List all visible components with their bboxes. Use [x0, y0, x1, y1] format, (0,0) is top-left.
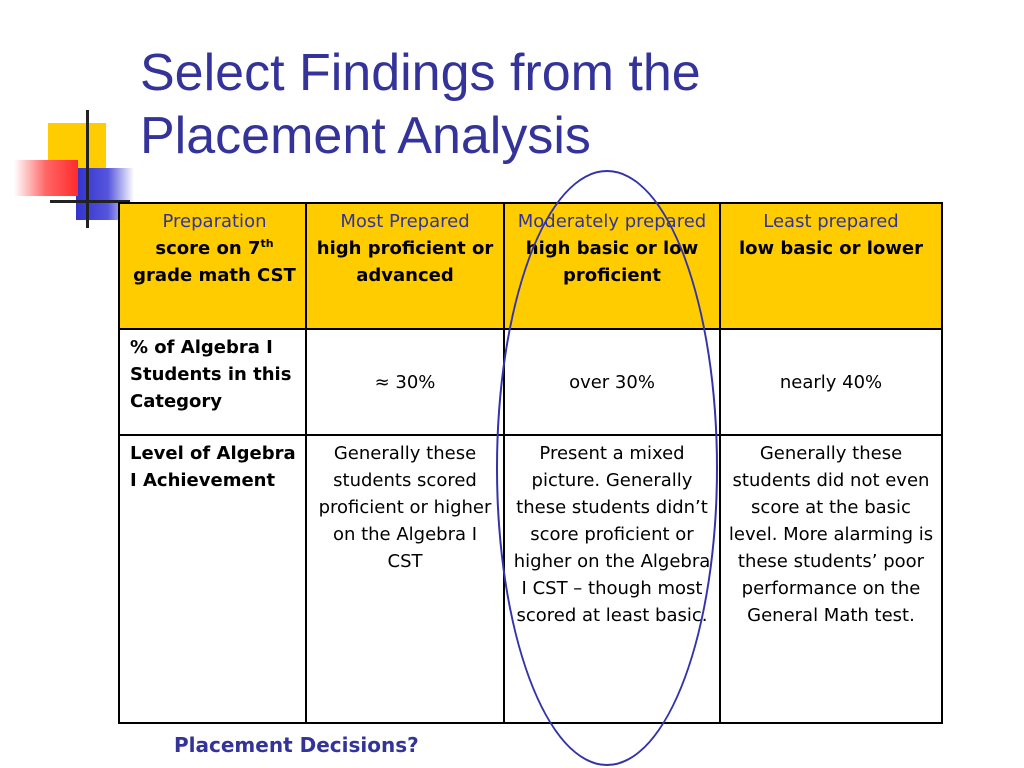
slide-title-line-1: Select Findings from the: [140, 44, 701, 102]
header-desc: high basic or low proficient: [525, 238, 699, 286]
cell-percent-most: ≈ 30%: [306, 329, 504, 435]
slide-title-line-2: Placement Analysis: [140, 107, 591, 165]
header-cell-most-prepared: [306, 203, 504, 329]
header-name: Least prepared: [763, 211, 899, 232]
cell-level-moderate: Present a mixed picture. Generally these students didn’t score proficient or higher on the Algebra I CST – though most scored at least basic.: [504, 435, 720, 723]
header-cell-moderately-prepared: [504, 203, 720, 329]
header-desc-text-end: grade math CST: [133, 265, 296, 286]
table-row-level: [119, 435, 942, 723]
decor-red-bar: [14, 160, 78, 196]
header-desc: [130, 235, 299, 289]
header-cell-preparation: [119, 203, 306, 329]
header-name: Preparation: [162, 211, 267, 232]
header-name: Most Prepared: [340, 211, 470, 232]
cell-level-most: Generally these students scored proficient or higher on the Algebra I CST: [306, 435, 504, 723]
header-desc-text: score on 7: [155, 238, 261, 259]
header-desc: high proficient or advanced: [316, 238, 494, 286]
header-desc-sup: th: [260, 237, 274, 250]
row-label: Level of Algebra I Achievement: [130, 443, 296, 491]
header-cell-least-prepared: [720, 203, 942, 329]
table-header-row: [119, 203, 942, 329]
row-label-percent: [119, 329, 306, 435]
slide-title: [140, 42, 701, 168]
cell-percent-moderate: over 30%: [504, 329, 720, 435]
cell-level-least: Generally these students did not even score at the basic level. More alarming is these students’ poor performance on the General Math test.: [720, 435, 942, 723]
row-label-level: [119, 435, 306, 723]
header-name: Moderately prepared: [517, 211, 707, 232]
table-row-percent: [119, 329, 942, 435]
header-desc: low basic or lower: [738, 238, 924, 259]
cell-percent-least: nearly 40%: [720, 329, 942, 435]
decor-vertical-line: [86, 110, 89, 228]
row-label: % of Algebra I Students in this Category: [130, 337, 292, 412]
footer-question: Placement Decisions?: [174, 733, 419, 757]
findings-table: [118, 202, 943, 724]
